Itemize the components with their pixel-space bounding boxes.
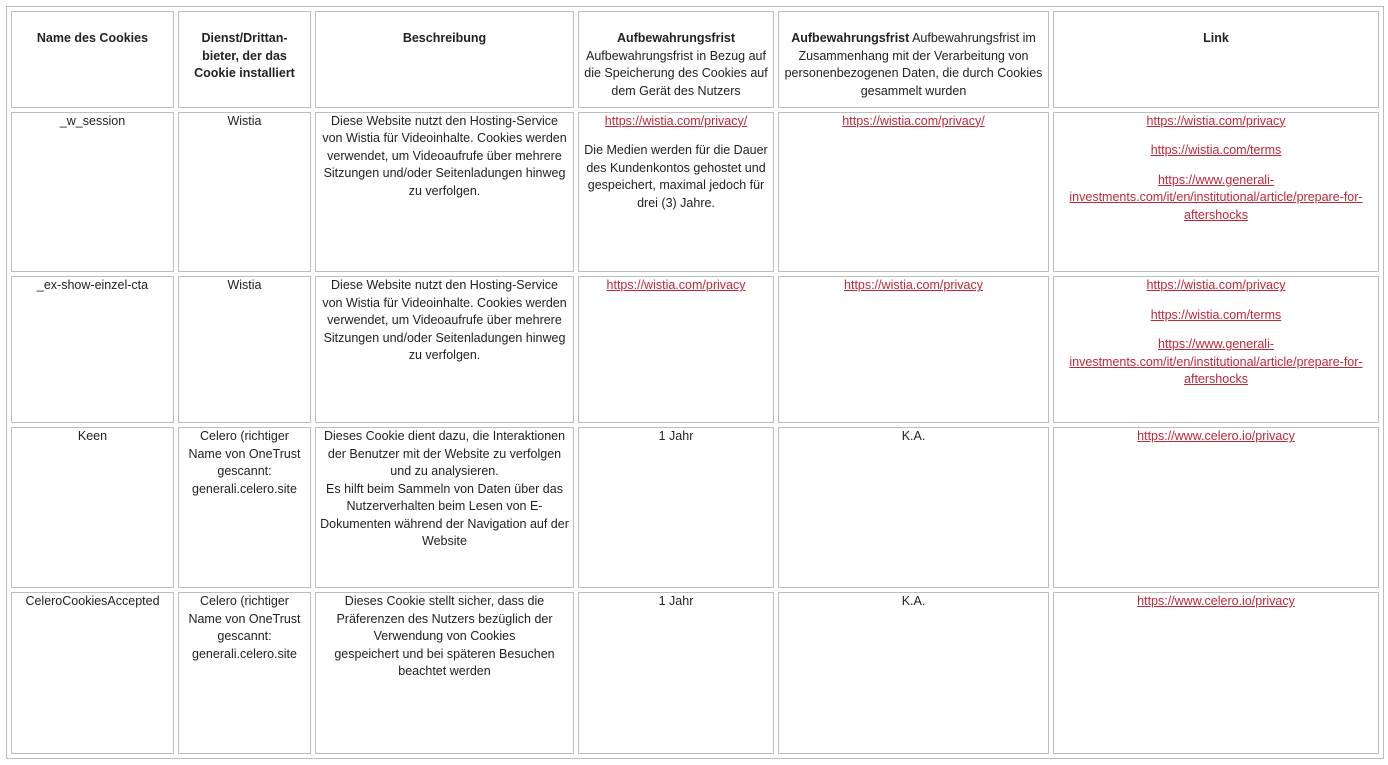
header-retention-data-text: Aufbewahrungsfrist im Zusammenhang mit der Verarbeitung von personenbezogenen Daten, die durch Cookies gesammelt wurden — [784, 31, 1043, 98]
header-retention-data — [778, 11, 1049, 108]
description: Diese Website nutzt den Hosting-Service von Wistia für Videoinhalte. Cookies werden verwendet, um Videoaufrufe über mehrere Sitzungen und/oder Seitenladungen hinweg zu verfolgen. — [322, 113, 567, 198]
wistia-terms-link[interactable]: https://wistia.com/terms — [1150, 307, 1282, 322]
retention-device: 1 Jahr — [658, 429, 694, 444]
cookie-name-cell — [11, 592, 174, 754]
retention-device-cell — [578, 427, 774, 588]
retention-device-link[interactable]: https://wistia.com/privacy/ — [604, 113, 748, 128]
description: Dieses Cookie stellt sicher, dass die Präferenzen des Nutzers bezüglich der Verwendung von Cookies gespeichert und bei späteren Besuchen beachtet werden — [334, 594, 555, 679]
table-header-row — [11, 11, 1379, 108]
header-cookie-name-label: Name des Cookies — [36, 31, 149, 45]
provider: Wistia — [227, 278, 262, 293]
description-cell — [315, 276, 574, 423]
provider-cell — [178, 427, 311, 588]
table-row — [11, 276, 1379, 423]
retention-data-link[interactable]: https://wistia.com/privacy — [844, 278, 983, 293]
generali-article-link[interactable]: https://www.generali-investments.com/it/en/institutional/article/prepare-for-aftershocks — [1069, 337, 1363, 387]
retention-device-link[interactable]: https://wistia.com/privacy — [606, 278, 746, 293]
provider: Celero (richtiger Name von OneTrust gescannt: generali.celero.site — [188, 429, 301, 496]
celero-privacy-link[interactable]: https://www.celero.io/privacy — [1137, 594, 1295, 609]
table-row — [11, 112, 1379, 273]
table-row — [11, 592, 1379, 754]
header-description-label: Beschreibung — [402, 31, 487, 45]
wistia-terms-link[interactable]: https://wistia.com/terms — [1150, 143, 1282, 158]
cookie-name: _w_session — [59, 113, 126, 128]
provider-cell — [178, 112, 311, 273]
cookie-name-cell — [11, 276, 174, 423]
retention-data: K.A. — [901, 429, 926, 444]
provider-cell — [178, 276, 311, 423]
wistia-privacy-link[interactable]: https://wistia.com/privacy — [1146, 113, 1286, 128]
table-row — [11, 427, 1379, 588]
header-retention-data-title: Aufbewahrungsfrist — [791, 31, 910, 45]
cookie-name-cell — [11, 112, 174, 273]
provider-cell — [178, 592, 311, 754]
retention-device-cell — [578, 112, 774, 273]
retention-data-link[interactable]: https://wistia.com/privacy/ — [842, 113, 985, 128]
wistia-privacy-link[interactable]: https://wistia.com/privacy — [1146, 278, 1286, 293]
generali-article-link[interactable]: https://www.generali-investments.com/it/en/institutional/article/prepare-for-aftershocks — [1069, 172, 1363, 222]
links-cell — [1053, 427, 1379, 588]
cookie-table — [6, 6, 1384, 759]
retention-device-cell — [578, 592, 774, 754]
retention-data-cell — [778, 112, 1049, 273]
header-retention-device-title: Aufbewahrungsfrist — [616, 31, 736, 45]
retention-device-note: Die Medien werden für die Dauer des Kundenkontos gehostet und gespeichert, maximal jedoch für drei (3) Jahre. — [584, 143, 768, 210]
header-provider — [178, 11, 311, 108]
description: Dieses Cookie dient dazu, die Interaktionen der Benutzer mit der Website zu verfolgen und zu analysieren. Es hilft beim Sammeln von Daten über das Nutzerverhalten beim Lesen von E-Dokumenten während der Navigation auf der Website — [320, 429, 569, 549]
retention-data-cell — [778, 276, 1049, 423]
header-retention-device — [578, 11, 774, 108]
retention-data-cell — [778, 427, 1049, 588]
celero-privacy-link[interactable]: https://www.celero.io/privacy — [1137, 429, 1295, 444]
header-retention-device-text: Aufbewahrungsfrist in Bezug auf die Speicherung des Cookies auf dem Gerät des Nutzers — [584, 48, 768, 98]
description-cell — [315, 427, 574, 588]
cookie-name-cell — [11, 427, 174, 588]
cookie-name: Keen — [77, 429, 108, 444]
retention-data: K.A. — [901, 594, 926, 609]
retention-device: 1 Jahr — [658, 594, 694, 609]
provider: Wistia — [227, 113, 262, 128]
header-link — [1053, 11, 1379, 108]
header-provider-label: Dienst/Drittan- bieter, der das Cookie installiert — [194, 31, 295, 80]
retention-data-cell — [778, 592, 1049, 754]
links-cell — [1053, 112, 1379, 273]
links-cell — [1053, 276, 1379, 423]
header-description — [315, 11, 574, 108]
header-link-label: Link — [1203, 31, 1229, 45]
cookie-name: _ex-show-einzel-cta — [36, 278, 149, 293]
header-cookie-name — [11, 11, 174, 108]
provider: Celero (richtiger Name von OneTrust gescannt: generali.celero.site — [188, 594, 301, 661]
description-cell — [315, 592, 574, 754]
description-cell — [315, 112, 574, 273]
description: Diese Website nutzt den Hosting-Service von Wistia für Videoinhalte. Cookies werden verwendet, um Videoaufrufe über mehrere Sitzungen und/oder Seitenladungen hinweg zu verfolgen. — [322, 278, 567, 363]
links-cell — [1053, 592, 1379, 754]
cookie-name: CeleroCookiesAccepted — [25, 594, 160, 609]
retention-device-cell — [578, 276, 774, 423]
